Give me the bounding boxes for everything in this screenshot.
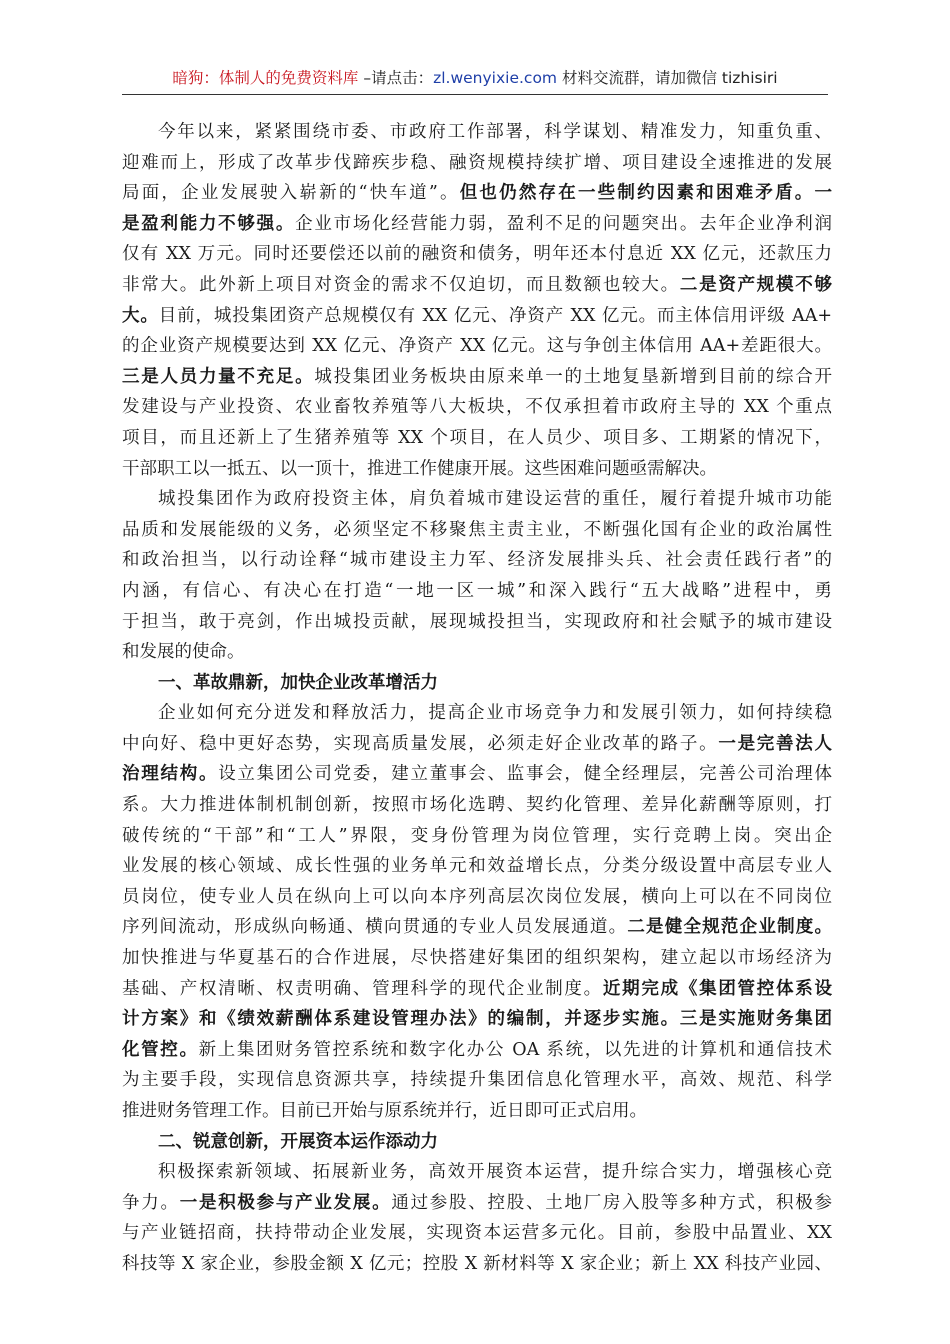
text-line bbox=[122, 545, 832, 576]
text-run: 设立集团公司党委，建立董事会、监事会，健全经理层，完善公司治理体 bbox=[218, 764, 832, 785]
text-line bbox=[122, 698, 832, 729]
text-run: 积极探索新领域、拓展新业务，高效开展资本运营，提升综合实力，增强核心竞 bbox=[158, 1162, 832, 1183]
text-run: 发建设与产业投资、农业畜牧养殖等八大板块，不仅承担着市政府主导的 XX 个重点 bbox=[122, 397, 832, 418]
text-line bbox=[122, 1218, 832, 1249]
text-line bbox=[122, 117, 832, 148]
page-header bbox=[122, 66, 828, 92]
text-line bbox=[122, 148, 832, 179]
text-line bbox=[122, 1096, 832, 1127]
bold-text: 一、革故鼎新，加快企业改革增活力 bbox=[158, 672, 438, 693]
text-run: 系。大力推进体制机制创新，按照市场化选聘、契约化管理、差异化薪酬等原则，打 bbox=[122, 795, 832, 816]
bold-text: 三是人员力量不充足。 bbox=[122, 366, 315, 387]
text-line bbox=[122, 270, 832, 301]
bold-text: 二、锐意创新，开展资本运作添动力 bbox=[158, 1131, 438, 1152]
text-run: 基础、产权清晰、权责明确、管理科学的现代企业制度。 bbox=[122, 978, 603, 999]
text-run: 与产业链招商，扶持带动企业发展，实现资本运营多元化。目前，参股中品置业、XX bbox=[122, 1223, 832, 1244]
text-run: 品质和发展能级的义务，必须坚定不移聚焦主责主业，不断强化国有企业的政治属性 bbox=[122, 519, 832, 540]
text-run: 员岗位，使专业人员在纵向上可以向本序列高层次岗位发展，横向上可以在不同岗位 bbox=[122, 886, 832, 907]
text-run: 今年以来，紧紧围绕市委、市政府工作部署，科学谋划、精准发力，知重负重、 bbox=[158, 122, 832, 142]
bold-text: 大。 bbox=[122, 305, 159, 326]
text-line bbox=[122, 1127, 832, 1158]
text-run: 非常大。此外新上项目对资金的需求不仅迫切，而且数额也较大。 bbox=[122, 274, 680, 295]
text-line bbox=[122, 790, 832, 821]
text-line bbox=[122, 821, 832, 852]
text-run: 和发展的使命。 bbox=[122, 642, 245, 663]
text-line bbox=[122, 454, 832, 485]
text-line bbox=[122, 1065, 832, 1096]
header-contact: 材料交流群，请加微信 tizhisiri bbox=[557, 69, 778, 87]
text-run: 迎难而上，形成了改革步伐蹄疾步稳、融资规模持续扩增、项目建设全速推进的发展 bbox=[122, 152, 832, 173]
text-run: 局面，企业发展驶入崭新的“快车道”。 bbox=[122, 183, 460, 204]
text-run: 城投集团作为政府投资主体，肩负着城市建设运营的重任，履行着提升城市功能 bbox=[158, 489, 832, 510]
text-line bbox=[122, 912, 832, 943]
text-line bbox=[122, 607, 832, 638]
bold-text: 一是完善法人 bbox=[718, 733, 832, 754]
text-line bbox=[122, 515, 832, 546]
text-run: 业发展的核心领域、成长性强的业务单元和效益增长点，分类分级设置中高层专业人 bbox=[122, 856, 832, 877]
text-run: 企业市场化经营能力弱，盈利不足的问题突出。去年企业净利润 bbox=[295, 213, 832, 234]
bold-text: 一是积极参与产业发展。 bbox=[179, 1192, 392, 1213]
text-line bbox=[122, 1004, 832, 1035]
bold-text: 但也仍然存在一些制约因素和困难矛盾。一 bbox=[459, 183, 832, 204]
bold-text: 二是健全规范企业制度。 bbox=[627, 917, 832, 938]
text-line bbox=[122, 1157, 832, 1188]
text-line bbox=[122, 423, 832, 454]
bold-text: 是盈利能力不够强。 bbox=[122, 213, 296, 234]
text-run: 仅有 XX 万元。同时还要偿还以前的融资和债务，明年还本付息近 XX 亿元，还款压力 bbox=[122, 244, 832, 265]
text-line bbox=[122, 1035, 832, 1066]
text-run: 企业如何充分迸发和释放活力，提高企业市场竞争力和发展引领力，如何持续稳 bbox=[158, 703, 832, 724]
text-run: 项目，而且还新上了生猪养殖等 XX 个项目，在人员少、项目多、工期紧的情况下， bbox=[122, 427, 832, 448]
text-line bbox=[122, 943, 832, 974]
bold-text: 治理结构。 bbox=[122, 764, 219, 785]
text-line bbox=[122, 178, 832, 209]
text-run: 通过参股、控股、土地厂房入股等多种方式，积极参 bbox=[391, 1192, 832, 1213]
text-run: 新上集团财务管控系统和数字化办公 OA 系统，以先进的计算机和通信技术 bbox=[198, 1039, 832, 1060]
text-line bbox=[122, 759, 832, 790]
text-line bbox=[122, 668, 832, 699]
text-run: 争力。 bbox=[122, 1192, 180, 1213]
text-line bbox=[122, 1188, 832, 1219]
text-run: 和政治担当，以行动诠释“城市建设主力军、经济发展排头兵、社会责任践行者”的 bbox=[122, 550, 832, 571]
text-line bbox=[122, 331, 832, 362]
text-line bbox=[122, 362, 832, 393]
text-line bbox=[122, 392, 832, 423]
bold-text: 计方案》和《绩效薪酬体系建设管理办法》的编制，并逐步实施。三是实施财务集团 bbox=[122, 1009, 832, 1030]
text-run: 的企业资产规模要达到 XX 亿元、净资产 XX 亿元。这与争创主体信用 AA+差距很大。 bbox=[122, 336, 832, 357]
text-run: 于担当，敢于亮剑，作出城投贡献，展现城投担当，实现政府和社会赋予的城市建设 bbox=[122, 611, 832, 632]
text-line bbox=[122, 729, 832, 760]
document-body bbox=[122, 117, 832, 1280]
header-url-link[interactable]: zl.wenyixie.com bbox=[433, 69, 558, 87]
text-run: 科技等 X 家企业，参股金额 X 亿元；控股 X 新材料等 X 家企业；新上 XX 科技产业园、 bbox=[122, 1253, 832, 1274]
text-run: 干部职工以一抵五、以一顶十，推进工作健康开展。这些困难问题亟需解决。 bbox=[122, 458, 717, 479]
text-line bbox=[122, 882, 832, 913]
text-run: 城投集团业务板块由原来单一的土地复垦新增到目前的综合开 bbox=[314, 366, 832, 387]
text-line bbox=[122, 637, 832, 668]
text-run: 推进财务管理工作。目前已开始与原系统并行，近日即可正式启用。 bbox=[122, 1101, 647, 1121]
text-run: 序列间流动，形成纵向畅通、横向贯通的专业人员发展通道。 bbox=[122, 917, 628, 938]
text-run: 破传统的“干部”和“工人”界限，变身份管理为岗位管理，实行竞聘上岗。突出企 bbox=[122, 825, 832, 846]
text-run: 目前，城投集团资产总规模仅有 XX 亿元、净资产 XX 亿元。而主体信用评级 AA+ bbox=[158, 305, 832, 326]
text-run: 为主要手段，实现信息资源共享，持续提升集团信息化管理水平，高效、规范、科学 bbox=[122, 1070, 832, 1091]
text-line bbox=[122, 576, 832, 607]
header-divider bbox=[122, 94, 828, 95]
text-line bbox=[122, 974, 832, 1005]
bold-text: 近期完成《集团管控体系设 bbox=[602, 978, 832, 999]
bold-text: 二是资产规模不够 bbox=[679, 274, 832, 295]
header-brand: 暗狗：体制人的免费资料库 bbox=[172, 69, 359, 87]
text-line bbox=[122, 239, 832, 270]
text-run: 内涵，有信心、有决心在打造“一地一区一城”和深入践行“五大战略”进程中，勇 bbox=[122, 580, 832, 601]
text-run: 中向好、稳中更好态势，实现高质量发展，必须走好企业改革的路子。 bbox=[122, 733, 719, 754]
text-line bbox=[122, 851, 832, 882]
text-line bbox=[122, 1249, 832, 1280]
text-line bbox=[122, 484, 832, 515]
text-run: 加快推进与华夏基石的合作进展，尽快搭建好集团的组织架构，建立起以市场经济为 bbox=[122, 948, 832, 969]
text-line bbox=[122, 301, 832, 332]
text-line bbox=[122, 209, 832, 240]
header-prompt: –请点击： bbox=[358, 69, 434, 87]
bold-text: 化管控。 bbox=[122, 1039, 199, 1060]
